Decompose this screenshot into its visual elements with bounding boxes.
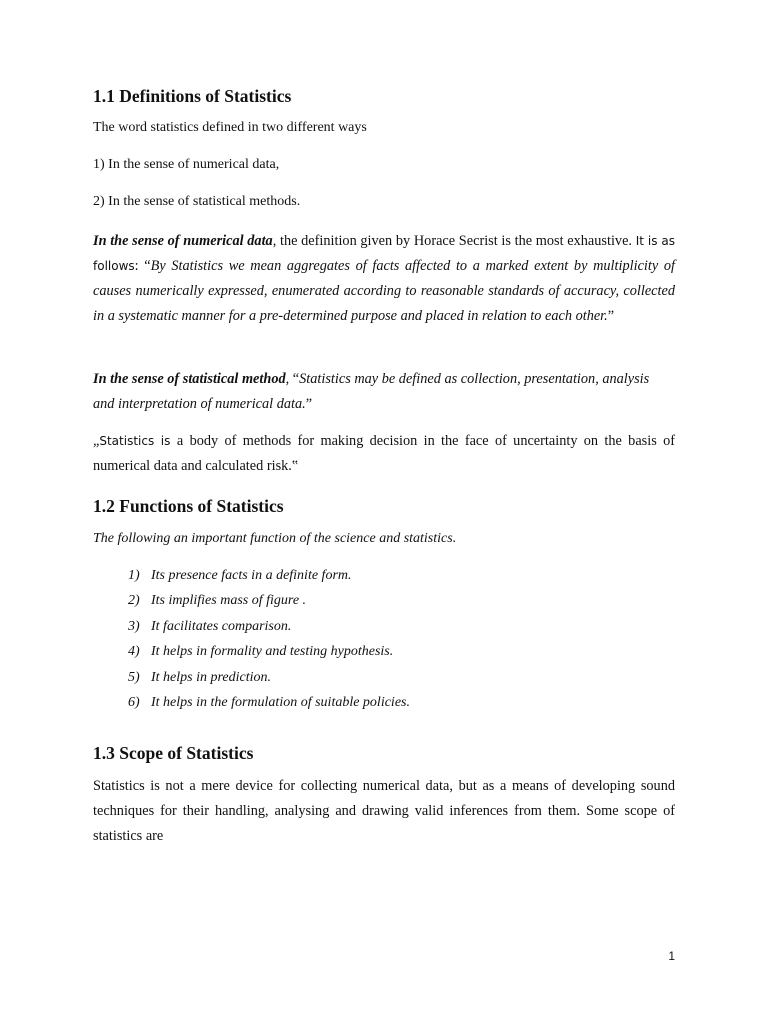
list-item-text: Its implifies mass of figure .	[151, 593, 307, 609]
section-heading-functions: 1.2 Functions of Statistics	[93, 496, 284, 516]
uncertainty-close: ‟	[291, 458, 299, 474]
uncertainty-text: a body of methods for making decision in the face of uncertainty on the basis of numerical data and calculated risk.	[93, 433, 675, 474]
quote-close: ”	[607, 308, 615, 324]
definition-point-2: 2) In the sense of statistical methods.	[93, 194, 301, 209]
list-item-number: 5)	[128, 669, 140, 685]
secrist-quote: By Statistics we mean aggregates of facts affected to a marked extent by multiplicity of causes numerically expressed, enumerated according to reasonable standards of accuracy, collected in a systematic manner for a pre-determined purpose and placed in relation to each other.	[93, 258, 675, 324]
functions-intro: The following an important function of the science and statistics.	[93, 531, 457, 546]
statistical-method-definition	[93, 367, 653, 417]
numerical-data-definition	[93, 229, 675, 329]
numerical-data-term: In the sense of numerical data	[93, 233, 273, 249]
as-follows-lead: It is as follows	[93, 234, 675, 273]
statistical-method-close: ”	[305, 396, 313, 412]
list-item-text: It facilitates comparison.	[151, 618, 292, 634]
statistical-method-term: In the sense of statistical method	[93, 371, 286, 387]
list-item-number: 4)	[128, 644, 140, 660]
list-item-text: It helps in the formulation of suitable policies.	[151, 694, 410, 710]
list-item-number: 3)	[128, 618, 140, 634]
scope-paragraph: Statistics is not a mere device for collecting numerical data, but as a means of developing sound techniques for their handling, analysing and drawing valid inferences from them. Some scope of statistics are	[93, 778, 675, 844]
list-item-number: 1)	[128, 568, 140, 583]
list-item-text: It helps in formality and testing hypothesis.	[151, 644, 394, 660]
statistical-method-open: , “	[285, 371, 300, 387]
list-item-number: 2)	[128, 593, 140, 609]
definitions-intro: The word statistics defined in two different ways	[93, 120, 367, 135]
is-word: is	[154, 434, 177, 448]
uncertainty-definition	[93, 429, 675, 479]
list-item-text: It helps in prediction.	[151, 669, 272, 685]
statistics-word: Statistics	[99, 434, 155, 448]
list-item-number: 6)	[128, 694, 140, 710]
uncertainty-open: „	[93, 433, 100, 449]
page-number: 1	[668, 949, 675, 963]
definition-point-1: 1) In the sense of numerical data,	[93, 157, 280, 172]
numerical-data-text: , the definition given by Horace Secrist is the most exhaustive.	[272, 233, 632, 249]
statistical-method-quote: Statistics may be defined as collection, presentation, analysis and interpretation of numerical data.	[93, 371, 650, 412]
section-heading-scope: 1.3 Scope of Statistics	[93, 743, 254, 763]
quote-open: : “	[134, 258, 151, 274]
list-item-text: Its presence facts in a definite form.	[151, 568, 352, 583]
section-heading-definitions: 1.1 Definitions of Statistics	[93, 86, 292, 106]
